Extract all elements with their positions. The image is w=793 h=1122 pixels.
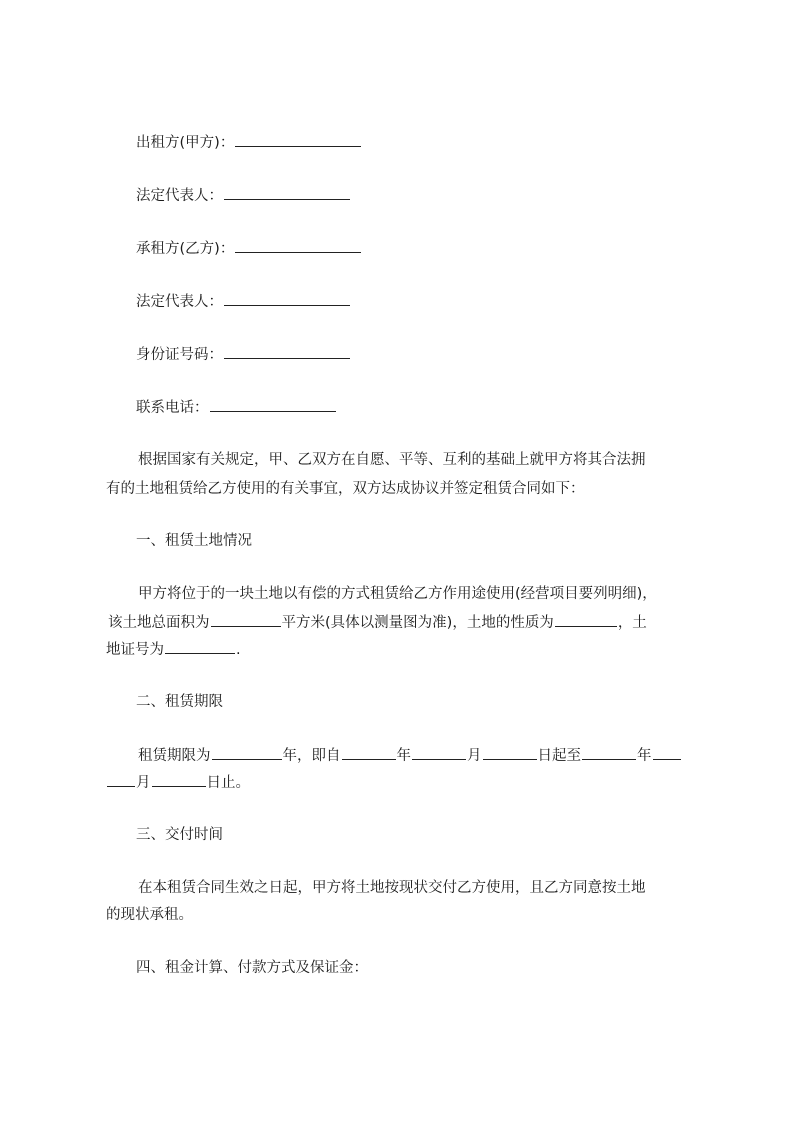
- section-2-line-2: [106, 772, 250, 793]
- section-1-heading: 一、租赁土地情况: [136, 533, 252, 549]
- period-mark: .: [236, 642, 241, 658]
- phone-line: [136, 397, 337, 418]
- end-day-unit: 日止。: [206, 775, 250, 791]
- section-2-heading: 二、租赁期限: [136, 694, 223, 710]
- lessor-line: [136, 132, 362, 153]
- section-1-line-1: 甲方将位于的一块土地以有偿的方式租赁给乙方作用途使用(经营项目要列明细)，: [138, 586, 657, 602]
- land-nature-blank[interactable]: [555, 612, 617, 627]
- section-3-heading: 三、交付时间: [136, 827, 223, 843]
- lessee-rep-label: 法定代表人：: [136, 294, 223, 310]
- start-day-unit: 日起至: [537, 748, 581, 764]
- end-month-blank-start[interactable]: [653, 745, 681, 760]
- land-cert-label: 地证号为: [106, 642, 164, 658]
- phone-blank[interactable]: [210, 397, 336, 412]
- lessor-rep-line: [136, 185, 351, 206]
- section-2-line-1: [138, 745, 682, 766]
- lessee-line: [136, 238, 362, 259]
- term-label: 租赁期限为: [138, 748, 211, 764]
- id-blank[interactable]: [224, 344, 350, 359]
- area-blank[interactable]: [211, 612, 281, 627]
- preamble-line-2: 有的土地租赁给乙方使用的有关事宜，双方达成协议并签定租赁合同如下：: [106, 481, 585, 497]
- area-label: 该土地总面积为: [108, 615, 210, 631]
- end-day-blank[interactable]: [152, 772, 206, 787]
- section-4-heading: 四、租金计算、付款方式及保证金：: [136, 960, 368, 976]
- term-from-label: 年，即自: [282, 748, 341, 764]
- end-month-unit: 月: [136, 775, 151, 791]
- end-month-blank-end[interactable]: [107, 772, 135, 787]
- start-month-unit: 月: [467, 748, 482, 764]
- end-year-blank[interactable]: [582, 745, 636, 760]
- end-year-unit: 年: [637, 748, 652, 764]
- land-cert-blank[interactable]: [165, 639, 235, 654]
- lessor-rep-label: 法定代表人：: [136, 188, 223, 204]
- term-years-blank[interactable]: [212, 745, 282, 760]
- phone-label: 联系电话：: [136, 400, 209, 416]
- id-line: [136, 344, 351, 365]
- area-unit-label: 平方米(具体以测量图为准)，土地的性质为: [281, 615, 554, 631]
- lessee-blank[interactable]: [235, 238, 361, 253]
- lessor-rep-blank[interactable]: [224, 185, 350, 200]
- section-1-line-2: [108, 612, 647, 633]
- start-day-blank[interactable]: [483, 745, 537, 760]
- section-1-line-3: [106, 639, 241, 660]
- lessee-label: 承租方(乙方)：: [136, 241, 235, 257]
- section-3-line-2: 的现状承租。: [106, 907, 193, 923]
- start-year-blank[interactable]: [342, 745, 396, 760]
- section-3-line-1: 在本租赁合同生效之日起，甲方将土地按现状交付乙方使用，且乙方同意按土地: [138, 880, 646, 896]
- lessor-blank[interactable]: [235, 132, 361, 147]
- land-cert-prefix: ，土: [617, 615, 647, 631]
- lessor-label: 出租方(甲方)：: [136, 135, 235, 151]
- preamble-line-1: 根据国家有关规定，甲、乙双方在自愿、平等、互利的基础上就甲方将其合法拥: [138, 452, 646, 468]
- lessee-rep-line: [136, 291, 351, 312]
- id-label: 身份证号码：: [136, 347, 223, 363]
- lessee-rep-blank[interactable]: [224, 291, 350, 306]
- start-month-blank[interactable]: [412, 745, 466, 760]
- start-year-unit: 年: [396, 748, 411, 764]
